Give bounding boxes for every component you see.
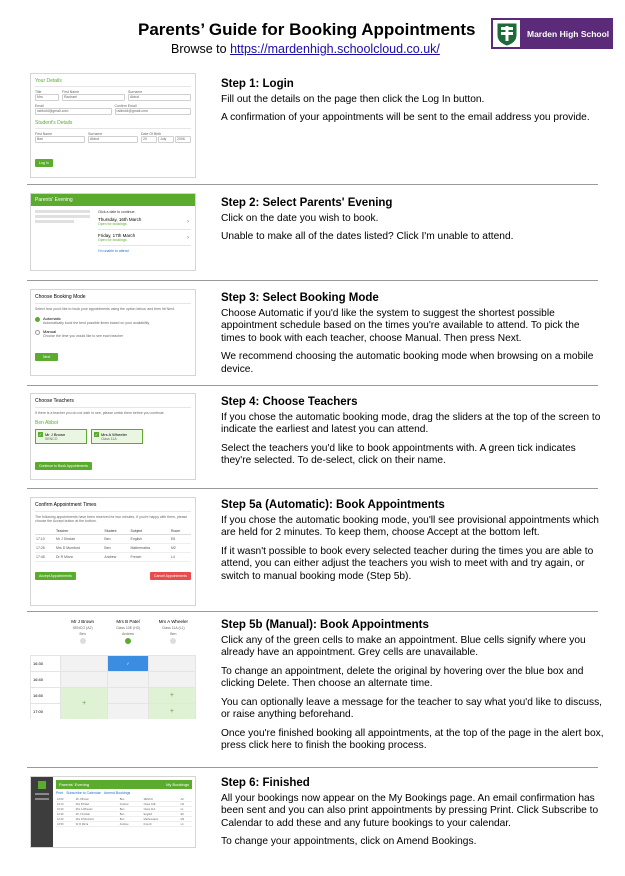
print-link[interactable]: Print (56, 791, 64, 795)
table-cell: English (143, 812, 180, 817)
evening-header: Parents' Evening (31, 194, 195, 206)
table-cell: Ben (119, 807, 143, 812)
step-1 (221, 78, 606, 131)
title-label: Title (35, 90, 42, 94)
table-cell: 16:30 (56, 812, 75, 817)
teacher-column-2 (105, 619, 150, 655)
table-cell: Mrs D Mumford (75, 817, 119, 822)
home-icon (38, 781, 46, 789)
log-in-button[interactable]: Log In (35, 159, 53, 167)
table-cell: 17:10 (35, 535, 55, 544)
table-cell: Andrew (119, 822, 143, 827)
step-1-para-2: A confirmation of your appointments will be sent to the email address you provide. (221, 112, 590, 123)
unavailable-cell (108, 704, 148, 720)
divider (27, 767, 598, 768)
table-cell: French (143, 822, 180, 827)
table-cell: Mrs A Wheeler (75, 807, 119, 812)
date-2-status: Open for bookings (98, 238, 127, 242)
teacher-student: Andrew (122, 632, 134, 636)
plus-icon: + (169, 708, 174, 715)
choose-teachers-screenshot (30, 393, 196, 480)
unavailable-cell (61, 656, 108, 672)
time-label: 16:50 (31, 688, 61, 704)
available-cell[interactable] (148, 704, 195, 720)
teacher-2-name: Mrs A Wheeler (101, 432, 128, 437)
school-cloud-link[interactable]: https://mardenhigh.schoolcloud.co.uk/ (230, 42, 440, 56)
browse-prefix: Browse to (171, 42, 231, 56)
step-5b-para-1: Click any of the green cells to make an appointment. Blue cells signify where you already have an appointment. Grey cells are unavailable. (221, 634, 586, 658)
unable-to-attend-link[interactable]: I'm unable to attend (98, 249, 129, 253)
date-option-1[interactable] (98, 214, 191, 230)
surname-field[interactable]: Abbot (128, 94, 191, 101)
table-cell: Ben (103, 535, 129, 544)
school-logo (491, 18, 613, 49)
table-cell: Mathematics (143, 817, 180, 822)
table-cell: Class 11A (143, 807, 180, 812)
step-2 (221, 197, 606, 250)
step-2-para-1: Click on the date you wish to book. (221, 212, 379, 224)
confirm-times-screenshot (30, 497, 196, 606)
step-1-para-1: Fill out the details on the page then click the Log In button. (221, 93, 485, 105)
table-cell: E6 (170, 535, 191, 544)
unavailable-cell (148, 672, 195, 688)
dob-label: Date Of Birth (141, 132, 162, 136)
step-3-para-2: We recommend choosing the automatic booking mode when browsing on a mobile device. (221, 351, 594, 375)
subscribe-to-calendar-link[interactable]: Subscribe to Calendar (66, 791, 101, 795)
teacher-column-1 (60, 619, 105, 655)
choose-teachers-intro: If there is a teacher you do not wish to see, please untick them before you continue. (35, 411, 165, 415)
table-cell: 16:40 (56, 817, 75, 822)
unavailable-cell (108, 688, 148, 704)
column-header: Room (170, 528, 191, 535)
avatar (170, 638, 176, 644)
table-cell: Ben (119, 817, 143, 822)
plus-icon: + (82, 700, 87, 707)
step-5b (221, 619, 606, 759)
next-button[interactable]: Next (35, 353, 58, 361)
step-2-title: Step 2: Select Parents' Evening (221, 197, 393, 209)
step-5a-para-2: If it wasn't possible to book every selected teacher during the times you are able to attend, you can either adjust the teachers you wish to meet with and try again, or switch to manual booking mode (Step 5b). (221, 545, 594, 582)
email-label: Email (35, 104, 44, 108)
avatar (125, 638, 131, 644)
divider (27, 280, 598, 281)
app-sidebar (31, 777, 53, 847)
teacher-class: Class 11A (L1) (161, 626, 185, 630)
teacher-name: Mrs A Wheeler (158, 619, 188, 624)
students-details-heading: Student's Details (35, 120, 73, 126)
student-first-name-field[interactable]: Ben (35, 136, 85, 143)
chevron-right-icon: › (187, 219, 189, 225)
first-name-label: First Name (62, 90, 80, 94)
step-4-para-1: If you chose the automatic booking mode, drag the sliders at the top of the screen to indicate the earliest and latest you can attend. (221, 411, 601, 435)
booking-mode-intro: Select how you'd like to book your appointments using the option below, and then hit Next. (35, 307, 175, 311)
my-bookings-label: My Bookings (166, 782, 189, 787)
table-cell: Ben (103, 544, 129, 553)
banner-title: Parents' Evening (59, 782, 90, 787)
select-evening-screenshot (30, 193, 196, 271)
step-5a (221, 499, 606, 589)
teacher-header-row (30, 619, 196, 655)
divider (27, 488, 598, 489)
table-cell: L4 (170, 553, 191, 562)
your-details-heading: Your Details (35, 78, 62, 84)
radio-selected-icon (35, 317, 40, 322)
page-title: Parents’ Guide for Booking Appointments (138, 20, 476, 39)
amend-bookings-link[interactable]: Amend Bookings (103, 791, 131, 795)
first-name-field[interactable]: Rachael (62, 94, 125, 101)
time-label: 17:00 (31, 704, 61, 720)
unavailable-cell (148, 656, 195, 672)
table-cell: 16:10 (56, 802, 75, 807)
teacher-student: Ben (170, 632, 177, 636)
booked-cell[interactable] (108, 656, 148, 672)
title-select[interactable]: Mrs (35, 94, 59, 101)
step-5b-para-2: To change an appointment, delete the original by hovering over the blue box and clicking Delete. Then choose an alternate time. (221, 665, 584, 689)
column-header: Student (103, 528, 129, 535)
step-5b-para-3: You can optionally leave a message for the teacher to say what you'd like to discuss, or raise anything beforehand. (221, 696, 602, 720)
plus-icon: + (169, 692, 174, 699)
table-cell: Mr J Sinclair (55, 535, 103, 544)
cancel-appointments-button[interactable]: Cancel Appointments (150, 572, 191, 580)
accept-appointments-button[interactable]: Accept Appointments (35, 572, 76, 580)
table-cell: Mr J Brown (75, 797, 119, 802)
confirm-email-label: Confirm Email (114, 104, 137, 108)
divider (27, 184, 598, 185)
table-row (35, 544, 191, 553)
automatic-description: Automatically book the best possible times based on your availability (43, 321, 150, 325)
teacher-student: Ben (79, 632, 86, 636)
click-date-label: Click a date to continue: (98, 210, 136, 214)
student-surname-label: Surname (88, 132, 103, 136)
table-cell: E6 (180, 812, 192, 817)
step-6 (221, 777, 606, 855)
manual-label: Manual (43, 329, 57, 334)
teacher-card-2[interactable] (91, 429, 143, 444)
unavailable-cell (108, 672, 148, 688)
teacher-name: Mrs B Patel (116, 619, 140, 624)
step-3-title: Step 3: Select Booking Mode (221, 292, 379, 304)
dob-year-select[interactable]: 2006 (175, 136, 191, 143)
step-5b-para-4: Once you're finished booking all appointments, at the top of the page in the alert box, press click here to finish the booking process. (221, 727, 604, 751)
table-cell: 16:20 (56, 807, 75, 812)
table-cell: Mathematics (129, 544, 169, 553)
confirm-times-title: Confirm Appointment Times (35, 502, 97, 508)
checkbox-checked-icon: ✓ (94, 432, 99, 437)
table-cell: 17:45 (35, 553, 55, 562)
dob-day-select[interactable]: 20 (141, 136, 157, 143)
automatic-label: Automatic (43, 316, 61, 321)
teacher-1-name: Mr J Brown (45, 432, 66, 437)
appointments-table (35, 528, 191, 562)
step-2-para-2: Unable to make all of the dates listed? Click I'm unable to attend. (221, 231, 514, 242)
table-cell: Mrs D Mumford (55, 544, 103, 553)
table-cell: Class 10E (143, 802, 180, 807)
bookings-table (56, 797, 192, 827)
teacher-name: Mr J Brown (71, 619, 95, 624)
unavailable-cell (61, 672, 108, 688)
table-cell: Andrew (119, 802, 143, 807)
table-cell: A2 (180, 797, 192, 802)
step-4-para-2: Select the teachers you'd like to book appointments with. A green tick indicates they're selected. To de-select, click on their name. (221, 442, 576, 466)
divider (27, 611, 598, 612)
teacher-2-role: Class 11A (101, 437, 117, 441)
checkbox-checked-icon: ✓ (38, 432, 43, 437)
school-crest-icon (491, 18, 522, 49)
step-4 (221, 396, 606, 474)
confirm-email-field[interactable]: rabbot4@gmail.com (115, 108, 192, 115)
date-option-2[interactable] (98, 230, 191, 246)
table-cell: Ben (119, 812, 143, 817)
table-cell: L4 (180, 822, 192, 827)
student-name: Ben Abbot (35, 420, 59, 426)
table-cell: 17:25 (35, 544, 55, 553)
radio-unselected-icon (35, 330, 40, 335)
step-3-para-1: Choose Automatic if you'd like the system to suggest the shortest possible appointment schedule based on the times you're available to attend. To pick the times to book with each teacher, choose Manual. Then press Next. (221, 307, 580, 344)
time-label: 16:40 (31, 672, 61, 688)
appointment-grid (30, 655, 196, 719)
page-header (0, 0, 625, 68)
avatar (80, 638, 86, 644)
booking-mode-screenshot (30, 289, 196, 376)
table-cell: 16:50 (56, 822, 75, 827)
divider (27, 385, 598, 386)
table-cell: H3 (180, 802, 192, 807)
email-field[interactable]: rabbot4@gmail.com (35, 108, 112, 115)
confirm-times-intro: The following appointments have been reserved for two minutes. If you're happy with them, please choose the Accept button at the bottom. (35, 515, 188, 523)
login-screenshot (30, 73, 196, 178)
time-label: 16:30 (31, 656, 61, 672)
table-cell: SENCO (143, 797, 180, 802)
table-cell: 16:00 (56, 797, 75, 802)
table-cell: Ben (119, 797, 143, 802)
teacher-card-1[interactable] (35, 429, 87, 444)
table-cell: L1 (180, 807, 192, 812)
student-surname-field[interactable]: Abbot (88, 136, 138, 143)
table-cell: Dr R Mirza (55, 553, 103, 562)
step-1-title: Step 1: Login (221, 78, 294, 90)
evening-intro (35, 210, 90, 253)
teacher-column-3 (151, 619, 196, 655)
table-row (35, 535, 191, 544)
booking-mode-title: Choose Booking Mode (35, 294, 86, 300)
finished-screenshot (30, 776, 196, 848)
available-cell[interactable] (148, 688, 195, 704)
step-5b-title: Step 5b (Manual): Book Appointments (221, 619, 429, 631)
step-6-title: Step 6: Finished (221, 777, 310, 789)
step-4-title: Step 4: Choose Teachers (221, 396, 358, 408)
table-row (35, 553, 191, 562)
table-cell: Mr J Sinclair (75, 812, 119, 817)
table-cell: Andrew (103, 553, 129, 562)
continue-button[interactable]: Continue to Book Appointments (35, 462, 92, 470)
teacher-class: Class 10E (H3) (116, 626, 140, 630)
manual-option[interactable] (35, 329, 191, 338)
table-cell: English (129, 535, 169, 544)
date-1-status: Open for bookings (98, 222, 127, 226)
available-cell[interactable] (61, 688, 108, 720)
dob-month-select[interactable]: July (158, 136, 174, 143)
step-6-para-1: All your bookings now appear on the My Bookings page. An email confirmation has been sent and you can also print appointments by pressing Print. Click Subscribe to Calendar to add these and any future bookings to your calendar. (221, 792, 599, 829)
step-3 (221, 292, 606, 382)
chevron-right-icon: › (187, 235, 189, 241)
choose-teachers-title: Choose Teachers (35, 398, 74, 404)
manual-description: Choose the time you would like to see each teacher (43, 334, 124, 338)
step-6-para-2: To change your appointments, click on Amend Bookings. (221, 836, 477, 847)
surname-label: Surname (128, 90, 143, 94)
teacher-1-role: SENCO (45, 437, 58, 441)
date-1-label: Thursday, 16th March (98, 217, 142, 222)
table-cell: French (129, 553, 169, 562)
step-5a-title: Step 5a (Automatic): Book Appointments (221, 499, 445, 511)
table-cell: M2 (170, 544, 191, 553)
table-row (56, 822, 192, 827)
student-first-name-label: First Name (35, 132, 53, 136)
tick-icon: ✓ (126, 661, 130, 666)
manual-booking-screenshot (30, 619, 196, 719)
browse-instruction (171, 42, 440, 56)
automatic-option[interactable] (35, 316, 191, 325)
date-2-label: Friday, 17th March (98, 233, 136, 238)
column-header: Subject (129, 528, 169, 535)
teacher-class: SENCO (A2) (72, 626, 93, 630)
school-name: Marden High School (527, 28, 610, 39)
table-cell: M2 (180, 817, 192, 822)
table-cell: Dr R Mirza (75, 822, 119, 827)
finished-banner (56, 780, 192, 789)
column-header: Teacher (55, 528, 103, 535)
step-5a-para-1: If you chose the automatic booking mode, you'll see provisional appointments which are held for 2 minutes. To keep them, choose Accept at the bottom left. (221, 514, 599, 538)
table-cell: Mrs B Patel (75, 802, 119, 807)
